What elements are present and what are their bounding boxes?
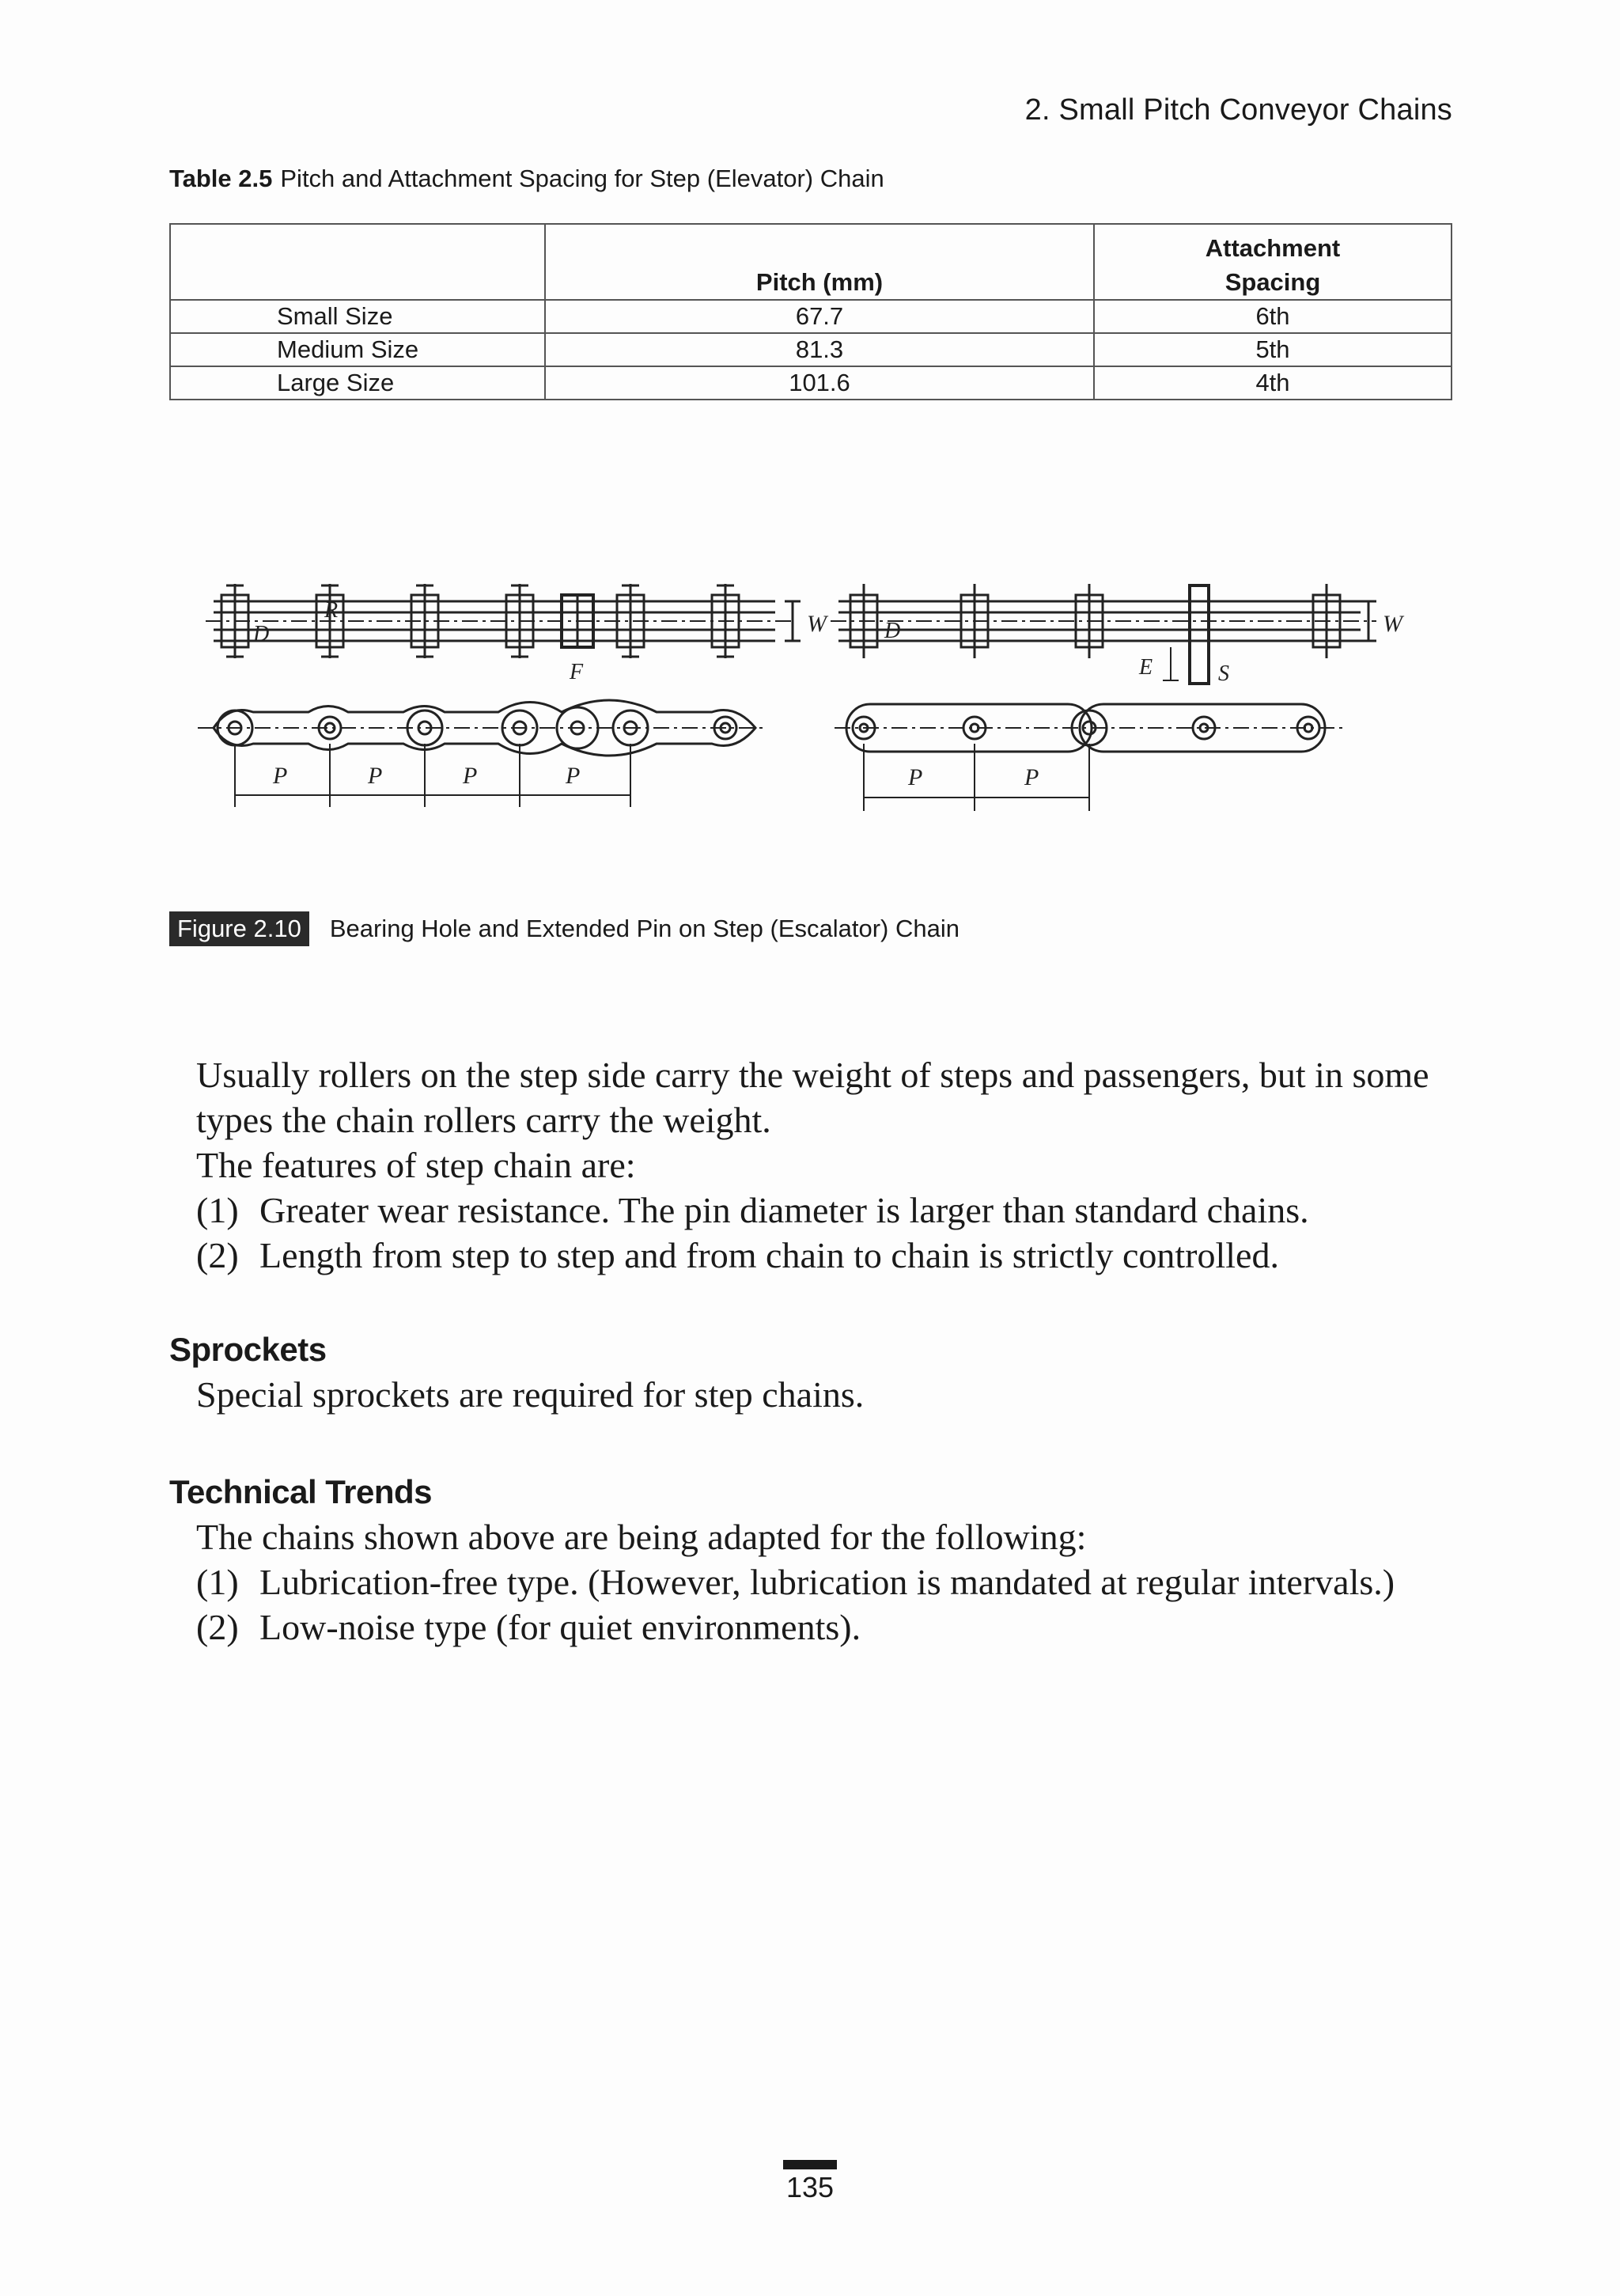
table-header-spacing xyxy=(1094,224,1452,300)
label-w-left: W xyxy=(807,611,827,637)
figure-title: Bearing Hole and Extended Pin on Step (Escalator) Chain xyxy=(329,915,960,942)
table-cell-spacing: 5th xyxy=(1094,333,1452,366)
table-caption xyxy=(169,165,884,193)
table-header-row xyxy=(170,224,1452,300)
chain-drawing xyxy=(190,554,1424,839)
list-item xyxy=(169,1188,1467,1233)
label-p-right-1: P xyxy=(908,764,923,790)
table-cell-pitch: 81.3 xyxy=(545,333,1094,366)
table-row xyxy=(170,300,1452,333)
label-p-left-3: P xyxy=(463,763,478,789)
paragraph: Usually rollers on the step side carry the weight of steps and passengers, but in some types the chain rollers carry the weight. xyxy=(196,1055,1429,1140)
right-chain-top-view xyxy=(831,584,1405,686)
paragraph: The features of step chain are: xyxy=(196,1145,636,1185)
left-chain-side-view xyxy=(198,700,767,807)
paragraph: Special sprockets are required for step chains. xyxy=(196,1374,865,1415)
label-r: R xyxy=(324,598,339,623)
list-number: (2) xyxy=(196,1235,239,1275)
label-p-right-2: P xyxy=(1024,764,1039,790)
list-text: Low-noise type (for quiet environments). xyxy=(259,1607,861,1647)
left-chain-top-view xyxy=(206,584,829,684)
spec-table xyxy=(169,223,1452,400)
page-number: 135 xyxy=(785,2171,835,2203)
chain-drawing-svg xyxy=(190,554,1424,839)
table-header-spacing-line2: Spacing xyxy=(1224,268,1321,296)
label-f: F xyxy=(570,660,584,684)
label-d-right: D xyxy=(884,619,901,643)
table-cell-pitch: 101.6 xyxy=(545,366,1094,400)
label-s: S xyxy=(1218,661,1229,686)
paragraph: The chains shown above are being adapted for the following: xyxy=(196,1517,1087,1557)
table-cell-spacing: 4th xyxy=(1094,366,1452,400)
table-row xyxy=(170,366,1452,400)
page-number-bar xyxy=(783,2160,837,2169)
table-header-pitch: Pitch (mm) xyxy=(545,224,1094,300)
right-chain-side-view xyxy=(835,704,1345,811)
label-w-right: W xyxy=(1383,611,1402,637)
table-header-size xyxy=(170,224,545,300)
list-item xyxy=(169,1233,1467,1278)
list-text: Greater wear resistance. The pin diameter is larger than standard chains. xyxy=(259,1190,1309,1230)
label-e: E xyxy=(1139,655,1153,680)
figure-caption xyxy=(169,911,960,946)
list-item xyxy=(169,1559,1467,1605)
list-number: (1) xyxy=(196,1190,239,1230)
body-text xyxy=(169,1052,1467,1650)
list-text: Length from step to step and from chain to chain is strictly controlled. xyxy=(259,1235,1279,1275)
label-d-left: D xyxy=(253,622,270,646)
table-row xyxy=(170,333,1452,366)
table-cell-size: Medium Size xyxy=(170,333,545,366)
list-item xyxy=(169,1605,1467,1650)
table-cell-size: Small Size xyxy=(170,300,545,333)
table-label: Table 2.5 xyxy=(169,165,273,192)
section-heading: Technical Trends xyxy=(169,1473,432,1510)
list-text: Lubrication-free type. (However, lubrication is mandated at regular intervals.) xyxy=(259,1562,1395,1602)
label-p-left-1: P xyxy=(273,763,288,789)
table-cell-spacing: 6th xyxy=(1094,300,1452,333)
list-number: (1) xyxy=(196,1562,239,1602)
label-p-left-4: P xyxy=(566,763,581,789)
label-p-left-2: P xyxy=(368,763,383,789)
table-title: Pitch and Attachment Spacing for Step (Elevator) Chain xyxy=(280,165,884,192)
table-cell-pitch: 67.7 xyxy=(545,300,1094,333)
section-heading: Sprockets xyxy=(169,1331,327,1368)
table-header-spacing-line1: Attachment xyxy=(1205,234,1341,262)
figure-label: Figure 2.10 xyxy=(169,911,309,946)
running-head: 2. Small Pitch Conveyor Chains xyxy=(1024,93,1452,127)
list-number: (2) xyxy=(196,1607,239,1647)
table-cell-size: Large Size xyxy=(170,366,545,400)
